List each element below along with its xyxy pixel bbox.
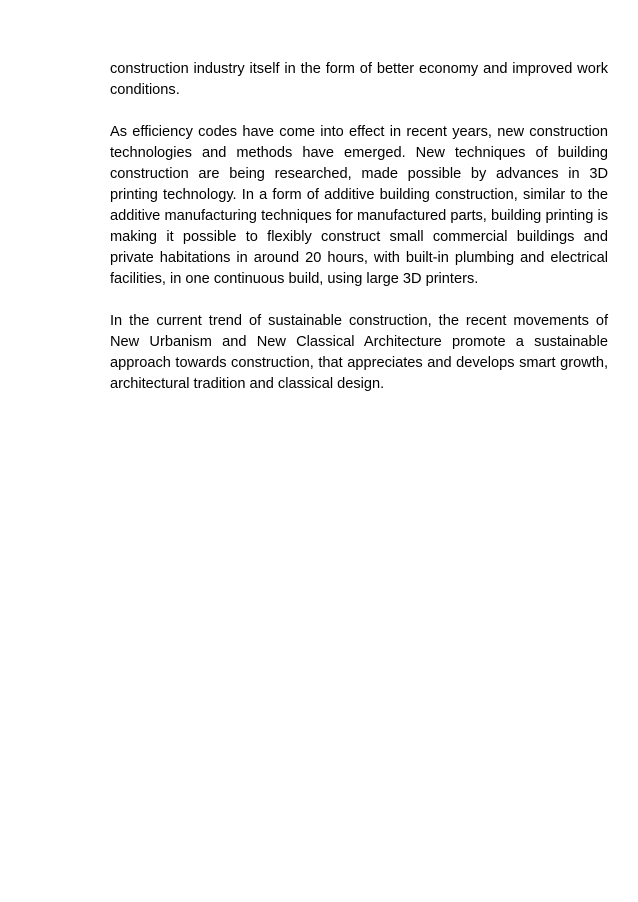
- paragraph-efficiency-codes: As efficiency codes have come into effect in recent years, new construction technologies and methods have emerged. New techniques of building construction are being researched, made possible by advances in 3D printing technology. In a form of additive building construction, similar to the additive manufacturing techniques for manufactured parts, building printing is making it possible to flexibly construct small commercial buildings and private habitations in around 20 hours, with built-in plumbing and electrical facilities, in one continuous build, using large 3D printers.: [110, 124, 608, 287]
- paragraph-sustainable-construction: In the current trend of sustainable construction, the recent movements of New Urbanism and New Classical Architecture promote a sustainable approach towards construction, that appreciates and develops smart growth, architectural tradition and classical design.: [110, 313, 608, 392]
- body-text: [110, 59, 608, 416]
- paragraph-continuation: construction industry itself in the form of better economy and improved work conditions.: [110, 61, 608, 98]
